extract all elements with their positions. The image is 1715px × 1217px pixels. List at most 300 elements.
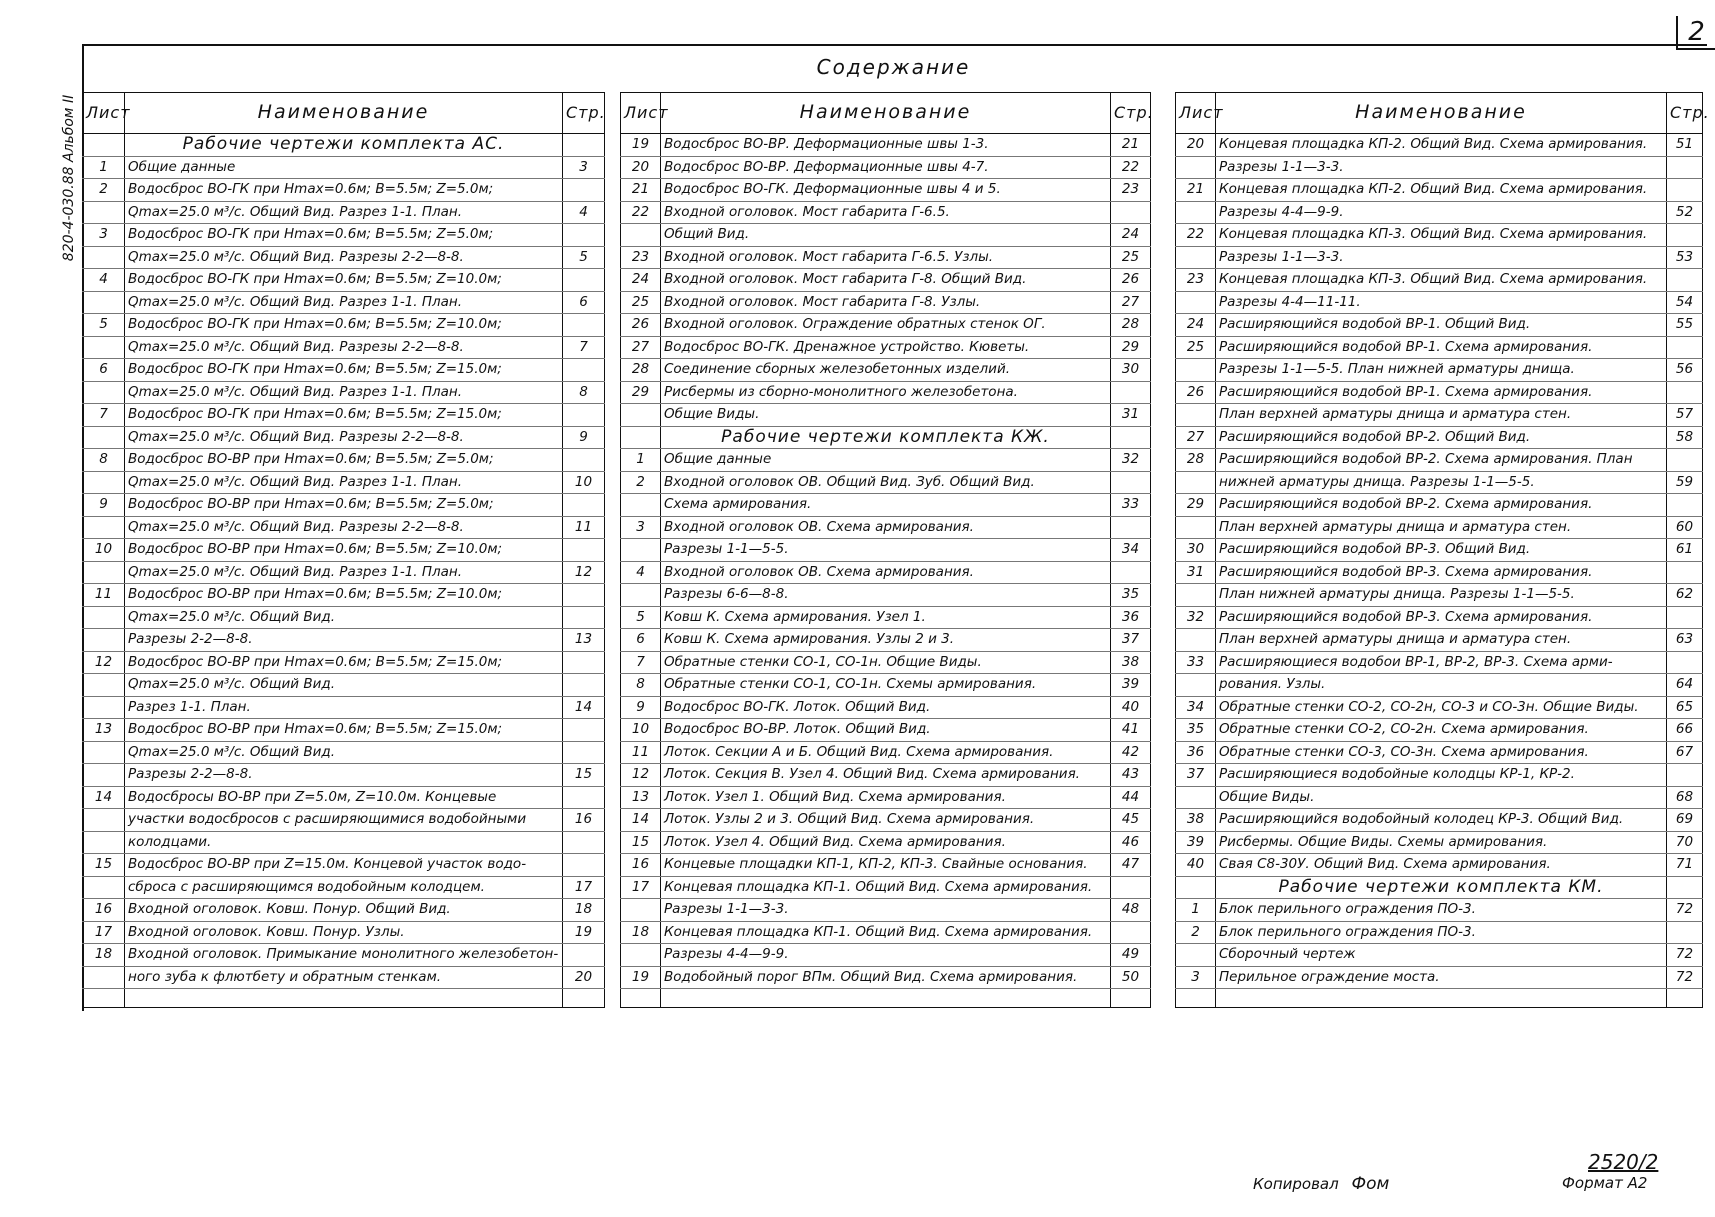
page-cell: 32 <box>1111 449 1151 472</box>
page-cell <box>1111 201 1151 224</box>
header-page: Стр. <box>1111 93 1151 134</box>
sheet-number-cell <box>621 426 661 449</box>
sheet-number-cell <box>83 674 125 697</box>
sheet-number-cell: 7 <box>83 404 125 427</box>
title-cell: Qmax=25.0 м³/с. Общий Вид. Разрез 1-1. План. <box>125 201 563 224</box>
page-cell: 19 <box>563 921 605 944</box>
toc-row <box>621 381 1151 404</box>
toc-row <box>621 156 1151 179</box>
page-cell <box>563 179 605 202</box>
toc-row <box>1176 246 1703 269</box>
title-cell: Водосброс ВО-ВР. Лоток. Общий Вид. <box>661 719 1111 742</box>
sheet-number-cell <box>1176 404 1216 427</box>
toc-row <box>1176 359 1703 382</box>
title-cell: рования. Узлы. <box>1216 674 1667 697</box>
sheet-number-cell: 1 <box>83 156 125 179</box>
title-cell: Qmax=25.0 м³/с. Общий Вид. Разрез 1-1. План. <box>125 471 563 494</box>
document-title: Содержание <box>816 55 971 79</box>
title-cell: Входной оголовок. Ковш. Понур. Узлы. <box>125 921 563 944</box>
title-cell: Разрезы 2-2—8-8. <box>125 764 563 787</box>
sheet-number-cell: 26 <box>621 314 661 337</box>
toc-row <box>621 629 1151 652</box>
page-cell: 34 <box>1111 539 1151 562</box>
sheet-number-cell <box>1176 359 1216 382</box>
title-cell: Водосброс ВО-ВР при Нmax=0.6м; В=5.5м; Z=10.0м; <box>125 584 563 607</box>
toc-row <box>621 494 1151 517</box>
page-cell <box>1667 494 1703 517</box>
sheet-number-cell: 15 <box>621 831 661 854</box>
sheet-number-cell <box>1176 876 1216 899</box>
sheet-number-cell: 19 <box>621 134 661 157</box>
title-cell: Разрезы 4-4—11-11. <box>1216 291 1667 314</box>
header-name: Наименование <box>1216 93 1667 134</box>
empty-cell <box>1111 989 1151 1008</box>
page-cell: 62 <box>1667 584 1703 607</box>
sheet-number-cell <box>621 494 661 517</box>
page-cell: 33 <box>1111 494 1151 517</box>
page-cell: 56 <box>1667 359 1703 382</box>
section-heading-row <box>1176 876 1703 899</box>
title-cell: Разрезы 1-1—3-3. <box>1216 246 1667 269</box>
sheet-number-cell: 1 <box>621 449 661 472</box>
toc-row <box>621 899 1151 922</box>
toc-row <box>621 944 1151 967</box>
toc-row <box>83 899 605 922</box>
toc-row <box>1176 854 1703 877</box>
toc-row <box>621 651 1151 674</box>
title-cell: Сборочный чертеж <box>1216 944 1667 967</box>
sheet-number-cell: 36 <box>1176 741 1216 764</box>
sheet-number-cell: 2 <box>1176 921 1216 944</box>
page-cell: 47 <box>1111 854 1151 877</box>
toc-row <box>621 606 1151 629</box>
title-cell: Блок перильного ограждения ПО-3. <box>1216 899 1667 922</box>
page-cell <box>1667 224 1703 247</box>
sheet-number-cell: 11 <box>83 584 125 607</box>
sheet-number-cell <box>1176 944 1216 967</box>
sheet-number-cell <box>1176 201 1216 224</box>
sheet-number-cell: 3 <box>621 516 661 539</box>
title-cell: Водосброс ВО-ГК. Деформационные швы 4 и 5. <box>661 179 1111 202</box>
page-cell: 69 <box>1667 809 1703 832</box>
title-cell: Водосброс ВО-ГК при Нmax=0.6м; В=5.5м; Z=10.0м; <box>125 314 563 337</box>
title-cell: Расширяющийся водобойный колодец КР-3. Общий Вид. <box>1216 809 1667 832</box>
title-cell: Общие данные <box>661 449 1111 472</box>
title-cell: Лоток. Узел 1. Общий Вид. Схема армирования. <box>661 786 1111 809</box>
toc-row <box>621 539 1151 562</box>
title-cell: Водосброс ВО-ВР при Нmax=0.6м; В=5.5м; Z=10.0м; <box>125 539 563 562</box>
toc-row <box>1176 291 1703 314</box>
title-cell: Рабочие чертежи комплекта КЖ. <box>661 426 1111 449</box>
toc-row <box>83 561 605 584</box>
page-cell <box>563 674 605 697</box>
page-cell: 23 <box>1111 179 1151 202</box>
page-cell: 72 <box>1667 899 1703 922</box>
document-code: 2520/2 <box>1588 1150 1659 1174</box>
toc-row <box>83 449 605 472</box>
toc-row <box>1176 696 1703 719</box>
empty-cell <box>125 989 563 1008</box>
toc-row <box>83 539 605 562</box>
toc-row <box>83 471 605 494</box>
toc-row <box>83 606 605 629</box>
title-cell: Обратные стенки СО-1, СО-1н. Общие Виды. <box>661 651 1111 674</box>
title-cell: Qmax=25.0 м³/с. Общий Вид. Разрез 1-1. План. <box>125 381 563 404</box>
title-cell: Водосброс ВО-ВР. Деформационные швы 1-3. <box>661 134 1111 157</box>
page-cell: 55 <box>1667 314 1703 337</box>
toc-row <box>621 336 1151 359</box>
sheet-number-cell: 38 <box>1176 809 1216 832</box>
toc-row <box>83 584 605 607</box>
title-cell: участки водосбросов с расширяющимися водобойными <box>125 809 563 832</box>
sheet-number-cell <box>1176 156 1216 179</box>
toc-row <box>1176 449 1703 472</box>
title-cell: Входной оголовок. Мост габарита Г-8. Общий Вид. <box>661 269 1111 292</box>
toc-row <box>83 359 605 382</box>
empty-cell <box>1667 989 1703 1008</box>
page-cell: 26 <box>1111 269 1151 292</box>
page-cell: 9 <box>563 426 605 449</box>
page-cell: 30 <box>1111 359 1151 382</box>
title-cell: Расширяющийся водобой ВР-1. Схема армирования. <box>1216 336 1667 359</box>
toc-row <box>621 269 1151 292</box>
sheet-number-cell: 12 <box>621 764 661 787</box>
title-cell: Расширяющийся водобой ВР-2. Схема армирования. План <box>1216 449 1667 472</box>
header-page: Стр. <box>563 93 605 134</box>
title-cell: Разрезы 6-6—8-8. <box>661 584 1111 607</box>
sheet-number-cell: 6 <box>83 359 125 382</box>
page-cell <box>1111 471 1151 494</box>
toc-row <box>621 719 1151 742</box>
toc-row <box>1176 539 1703 562</box>
sheet-number-cell: 3 <box>83 224 125 247</box>
sheet-number-cell: 24 <box>621 269 661 292</box>
sheet-number-cell <box>83 629 125 652</box>
sheet-number-cell <box>621 899 661 922</box>
page-cell: 46 <box>1111 831 1151 854</box>
toc-row <box>1176 651 1703 674</box>
toc-table-1 <box>82 92 605 1008</box>
page-cell: 31 <box>1111 404 1151 427</box>
title-cell: Входной оголовок ОВ. Схема армирования. <box>661 516 1111 539</box>
page-cell <box>1111 516 1151 539</box>
copied-by <box>1253 1174 1389 1194</box>
sheet-number-cell: 21 <box>1176 179 1216 202</box>
title-cell: Ковш К. Схема армирования. Узел 1. <box>661 606 1111 629</box>
header-name: Наименование <box>125 93 563 134</box>
sheet-number-cell: 14 <box>83 786 125 809</box>
sheet-number-cell <box>83 291 125 314</box>
empty-cell <box>563 989 605 1008</box>
header-page: Стр. <box>1667 93 1703 134</box>
sheet-number-cell <box>621 539 661 562</box>
title-cell: Водосброс ВО-ВР при Нmax=0.6м; В=5.5м; Z=15.0м; <box>125 651 563 674</box>
sheet-number-cell <box>621 404 661 427</box>
page-cell: 35 <box>1111 584 1151 607</box>
toc-row <box>1176 809 1703 832</box>
toc-row <box>621 876 1151 899</box>
sheet-number-cell <box>83 381 125 404</box>
toc-row <box>621 359 1151 382</box>
copied-label: Копировал <box>1253 1175 1339 1193</box>
page-cell: 65 <box>1667 696 1703 719</box>
page-cell: 49 <box>1111 944 1151 967</box>
page-cell: 67 <box>1667 741 1703 764</box>
sheet-number-cell: 6 <box>621 629 661 652</box>
title-cell: Свая С8-30У. Общий Вид. Схема армирования. <box>1216 854 1667 877</box>
title-cell: Общие данные <box>125 156 563 179</box>
toc-row <box>621 516 1151 539</box>
title-cell: Концевая площадка КП-3. Общий Вид. Схема армирования. <box>1216 224 1667 247</box>
page-cell: 22 <box>1111 156 1151 179</box>
sheet-number-cell: 28 <box>1176 449 1216 472</box>
sheet-number-cell: 8 <box>83 449 125 472</box>
sheet-number-cell: 5 <box>83 314 125 337</box>
sheet-number-cell: 14 <box>621 809 661 832</box>
toc-row <box>1176 899 1703 922</box>
toc-row <box>621 831 1151 854</box>
title-cell: Qmax=25.0 м³/с. Общий Вид. <box>125 741 563 764</box>
toc-row <box>83 741 605 764</box>
page-cell <box>563 269 605 292</box>
title-cell: Расширяющиеся водобои ВР-1, ВР-2, ВР-3. Схема арми- <box>1216 651 1667 674</box>
sheet-number-cell <box>83 831 125 854</box>
sheet-number-cell: 5 <box>621 606 661 629</box>
sheet-number-cell: 9 <box>83 494 125 517</box>
toc-row <box>621 291 1151 314</box>
sheet-number-cell: 30 <box>1176 539 1216 562</box>
copyist-signature: Фом <box>1351 1174 1390 1194</box>
title-cell: Qmax=25.0 м³/с. Общий Вид. Разрезы 2-2—8-8. <box>125 336 563 359</box>
page-cell <box>1667 876 1703 899</box>
toc-row <box>83 674 605 697</box>
page-cell: 20 <box>563 966 605 989</box>
toc-row <box>1176 426 1703 449</box>
page-cell <box>1667 561 1703 584</box>
page-cell: 6 <box>563 291 605 314</box>
sheet-number-cell <box>83 876 125 899</box>
page-cell <box>563 494 605 517</box>
page-cell: 54 <box>1667 291 1703 314</box>
title-cell: Обратные стенки СО-3, СО-3н. Схема армирования. <box>1216 741 1667 764</box>
toc-row <box>1176 516 1703 539</box>
title-cell: Водобойный порог ВПм. Общий Вид. Схема армирования. <box>661 966 1111 989</box>
toc-table-2 <box>620 92 1154 1008</box>
page-cell: 25 <box>1111 246 1151 269</box>
page-cell: 16 <box>563 809 605 832</box>
toc-row <box>1176 786 1703 809</box>
toc-row <box>621 246 1151 269</box>
sheet-number-cell <box>1176 471 1216 494</box>
page-cell <box>1667 921 1703 944</box>
sheet-number-cell: 7 <box>621 651 661 674</box>
toc-row <box>621 179 1151 202</box>
title-cell: Концевая площадка КП-3. Общий Вид. Схема армирования. <box>1216 269 1667 292</box>
toc-row <box>83 426 605 449</box>
sheet-number-cell: 27 <box>1176 426 1216 449</box>
sheet-number-cell: 19 <box>621 966 661 989</box>
page-cell: 3 <box>563 156 605 179</box>
title-cell: Концевая площадка КП-1. Общий Вид. Схема армирования. <box>661 876 1111 899</box>
empty-cell <box>83 989 125 1008</box>
title-cell: Ковш К. Схема армирования. Узлы 2 и 3. <box>661 629 1111 652</box>
page-cell: 63 <box>1667 629 1703 652</box>
sheet-number-cell: 24 <box>1176 314 1216 337</box>
title-cell: План верхней арматуры днища и арматура стен. <box>1216 629 1667 652</box>
title-cell: Обратные стенки СО-1, СО-1н. Схемы армирования. <box>661 674 1111 697</box>
section-heading-row <box>621 426 1151 449</box>
sheet-number-cell <box>83 336 125 359</box>
page-cell: 11 <box>563 516 605 539</box>
title-cell: План верхней арматуры днища и арматура стен. <box>1216 516 1667 539</box>
toc-row <box>1176 224 1703 247</box>
page-cell <box>1111 921 1151 944</box>
sheet-number-cell: 2 <box>621 471 661 494</box>
title-cell: План нижней арматуры днища. Разрезы 1-1—5-5. <box>1216 584 1667 607</box>
page-cell <box>563 831 605 854</box>
page-cell <box>1111 876 1151 899</box>
title-cell: Разрезы 1-1—3-3. <box>1216 156 1667 179</box>
title-cell: Разрезы 1-1—3-3. <box>661 899 1111 922</box>
page-cell <box>563 584 605 607</box>
sheet-number-cell <box>83 966 125 989</box>
page-cell: 51 <box>1667 134 1703 157</box>
page-cell <box>563 449 605 472</box>
title-cell: Лоток. Секция В. Узел 4. Общий Вид. Схема армирования. <box>661 764 1111 787</box>
sheet-number-cell: 3 <box>1176 966 1216 989</box>
page-cell <box>1667 381 1703 404</box>
page-cell: 12 <box>563 561 605 584</box>
page-cell <box>1667 449 1703 472</box>
page-cell <box>563 134 605 157</box>
toc-row <box>83 719 605 742</box>
empty-cell <box>621 989 661 1008</box>
sheet-number-cell <box>83 516 125 539</box>
toc-row <box>83 336 605 359</box>
toc-row <box>83 696 605 719</box>
sheet-number-cell: 18 <box>621 921 661 944</box>
toc-row <box>83 854 605 877</box>
sheet-number-cell: 27 <box>621 336 661 359</box>
header-sheet: Лист <box>1176 93 1216 134</box>
filler-row <box>83 989 605 1008</box>
page-cell: 59 <box>1667 471 1703 494</box>
page-cell <box>1111 426 1151 449</box>
page-cell: 57 <box>1667 404 1703 427</box>
toc-row <box>1176 674 1703 697</box>
page-cell: 45 <box>1111 809 1151 832</box>
toc-row <box>621 201 1151 224</box>
title-cell: Входной оголовок ОВ. Общий Вид. Зуб. Общий Вид. <box>661 471 1111 494</box>
section-heading-row <box>83 134 605 157</box>
page-cell: 4 <box>563 201 605 224</box>
page-cell: 10 <box>563 471 605 494</box>
title-cell: Лоток. Узел 4. Общий Вид. Схема армирования. <box>661 831 1111 854</box>
toc-row <box>1176 314 1703 337</box>
page-cell: 58 <box>1667 426 1703 449</box>
toc-row <box>1176 741 1703 764</box>
sheet-number-cell: 34 <box>1176 696 1216 719</box>
toc-row <box>1176 156 1703 179</box>
sheet-number-cell: 12 <box>83 651 125 674</box>
page-cell: 43 <box>1111 764 1151 787</box>
sheet-number-cell: 11 <box>621 741 661 764</box>
title-cell: колодцами. <box>125 831 563 854</box>
title-cell: Входной оголовок. Мост габарита Г-6.5. Узлы. <box>661 246 1111 269</box>
title-cell: Расширяющийся водобой ВР-2. Схема армирования. <box>1216 494 1667 517</box>
title-cell: Разрезы 4-4—9-9. <box>661 944 1111 967</box>
sheet-number-cell: 31 <box>1176 561 1216 584</box>
page-cell: 61 <box>1667 539 1703 562</box>
sheet-number-cell <box>83 561 125 584</box>
page-cell <box>1667 651 1703 674</box>
sheet-number-cell <box>621 584 661 607</box>
title-cell: Водосброс ВО-ГК при Нmax=0.6м; В=5.5м; Z=5.0м; <box>125 179 563 202</box>
page-cell <box>563 224 605 247</box>
sheet-number-cell: 22 <box>621 201 661 224</box>
toc-row <box>83 404 605 427</box>
sheet-number-cell <box>1176 516 1216 539</box>
sheet-number-cell <box>621 224 661 247</box>
title-cell: Рисбермы из сборно-монолитного железобетона. <box>661 381 1111 404</box>
sheet-number-cell: 37 <box>1176 764 1216 787</box>
title-cell: Входной оголовок. Ковш. Понур. Общий Вид. <box>125 899 563 922</box>
title-cell: Входной оголовок. Ограждение обратных стенок ОГ. <box>661 314 1111 337</box>
toc-row <box>83 201 605 224</box>
toc-row <box>621 134 1151 157</box>
page-cell: 40 <box>1111 696 1151 719</box>
title-cell: Входной оголовок. Мост габарита Г-6.5. <box>661 201 1111 224</box>
sheet-number-cell <box>83 471 125 494</box>
sheet-number-cell: 17 <box>83 921 125 944</box>
sheet-number-cell <box>83 764 125 787</box>
toc-row <box>83 246 605 269</box>
toc-row <box>621 764 1151 787</box>
title-cell: Водосброс ВО-ВР при Нmax=0.6м; В=5.5м; Z=15.0м; <box>125 719 563 742</box>
toc-row <box>621 741 1151 764</box>
page-cell: 36 <box>1111 606 1151 629</box>
toc-row <box>83 314 605 337</box>
page-cell <box>563 944 605 967</box>
title-cell: Лоток. Секции А и Б. Общий Вид. Схема армирования. <box>661 741 1111 764</box>
page-cell: 15 <box>563 764 605 787</box>
page-cell <box>1667 269 1703 292</box>
sheet-number-cell <box>1176 291 1216 314</box>
page-cell: 50 <box>1111 966 1151 989</box>
format-label: Формат А2 <box>1562 1174 1648 1192</box>
title-cell: Qmax=25.0 м³/с. Общий Вид. Разрезы 2-2—8-8. <box>125 426 563 449</box>
toc-row <box>83 764 605 787</box>
sheet-number-cell: 29 <box>1176 494 1216 517</box>
toc-row <box>1176 134 1703 157</box>
title-cell: Водосбросы ВО-ВР при Z=5.0м, Z=10.0м. Концевые <box>125 786 563 809</box>
toc-row <box>621 854 1151 877</box>
title-cell: Водосброс ВО-ГК при Нmax=0.6м; В=5.5м; Z=10.0м; <box>125 269 563 292</box>
toc-row <box>83 291 605 314</box>
toc-row <box>83 921 605 944</box>
empty-cell <box>1176 989 1216 1008</box>
toc-row <box>83 494 605 517</box>
title-cell: Общие Виды. <box>1216 786 1667 809</box>
sheet-number-cell: 26 <box>1176 381 1216 404</box>
toc-table-3 <box>1175 92 1710 1008</box>
toc-row <box>621 921 1151 944</box>
title-cell: Водосброс ВО-ГК. Дренажное устройство. Кюветы. <box>661 336 1111 359</box>
sheet-number-cell <box>83 134 125 157</box>
title-cell: Водосброс ВО-ВР при Z=15.0м. Концевой участок водо- <box>125 854 563 877</box>
page-cell <box>563 606 605 629</box>
sheet-number-cell: 23 <box>621 246 661 269</box>
